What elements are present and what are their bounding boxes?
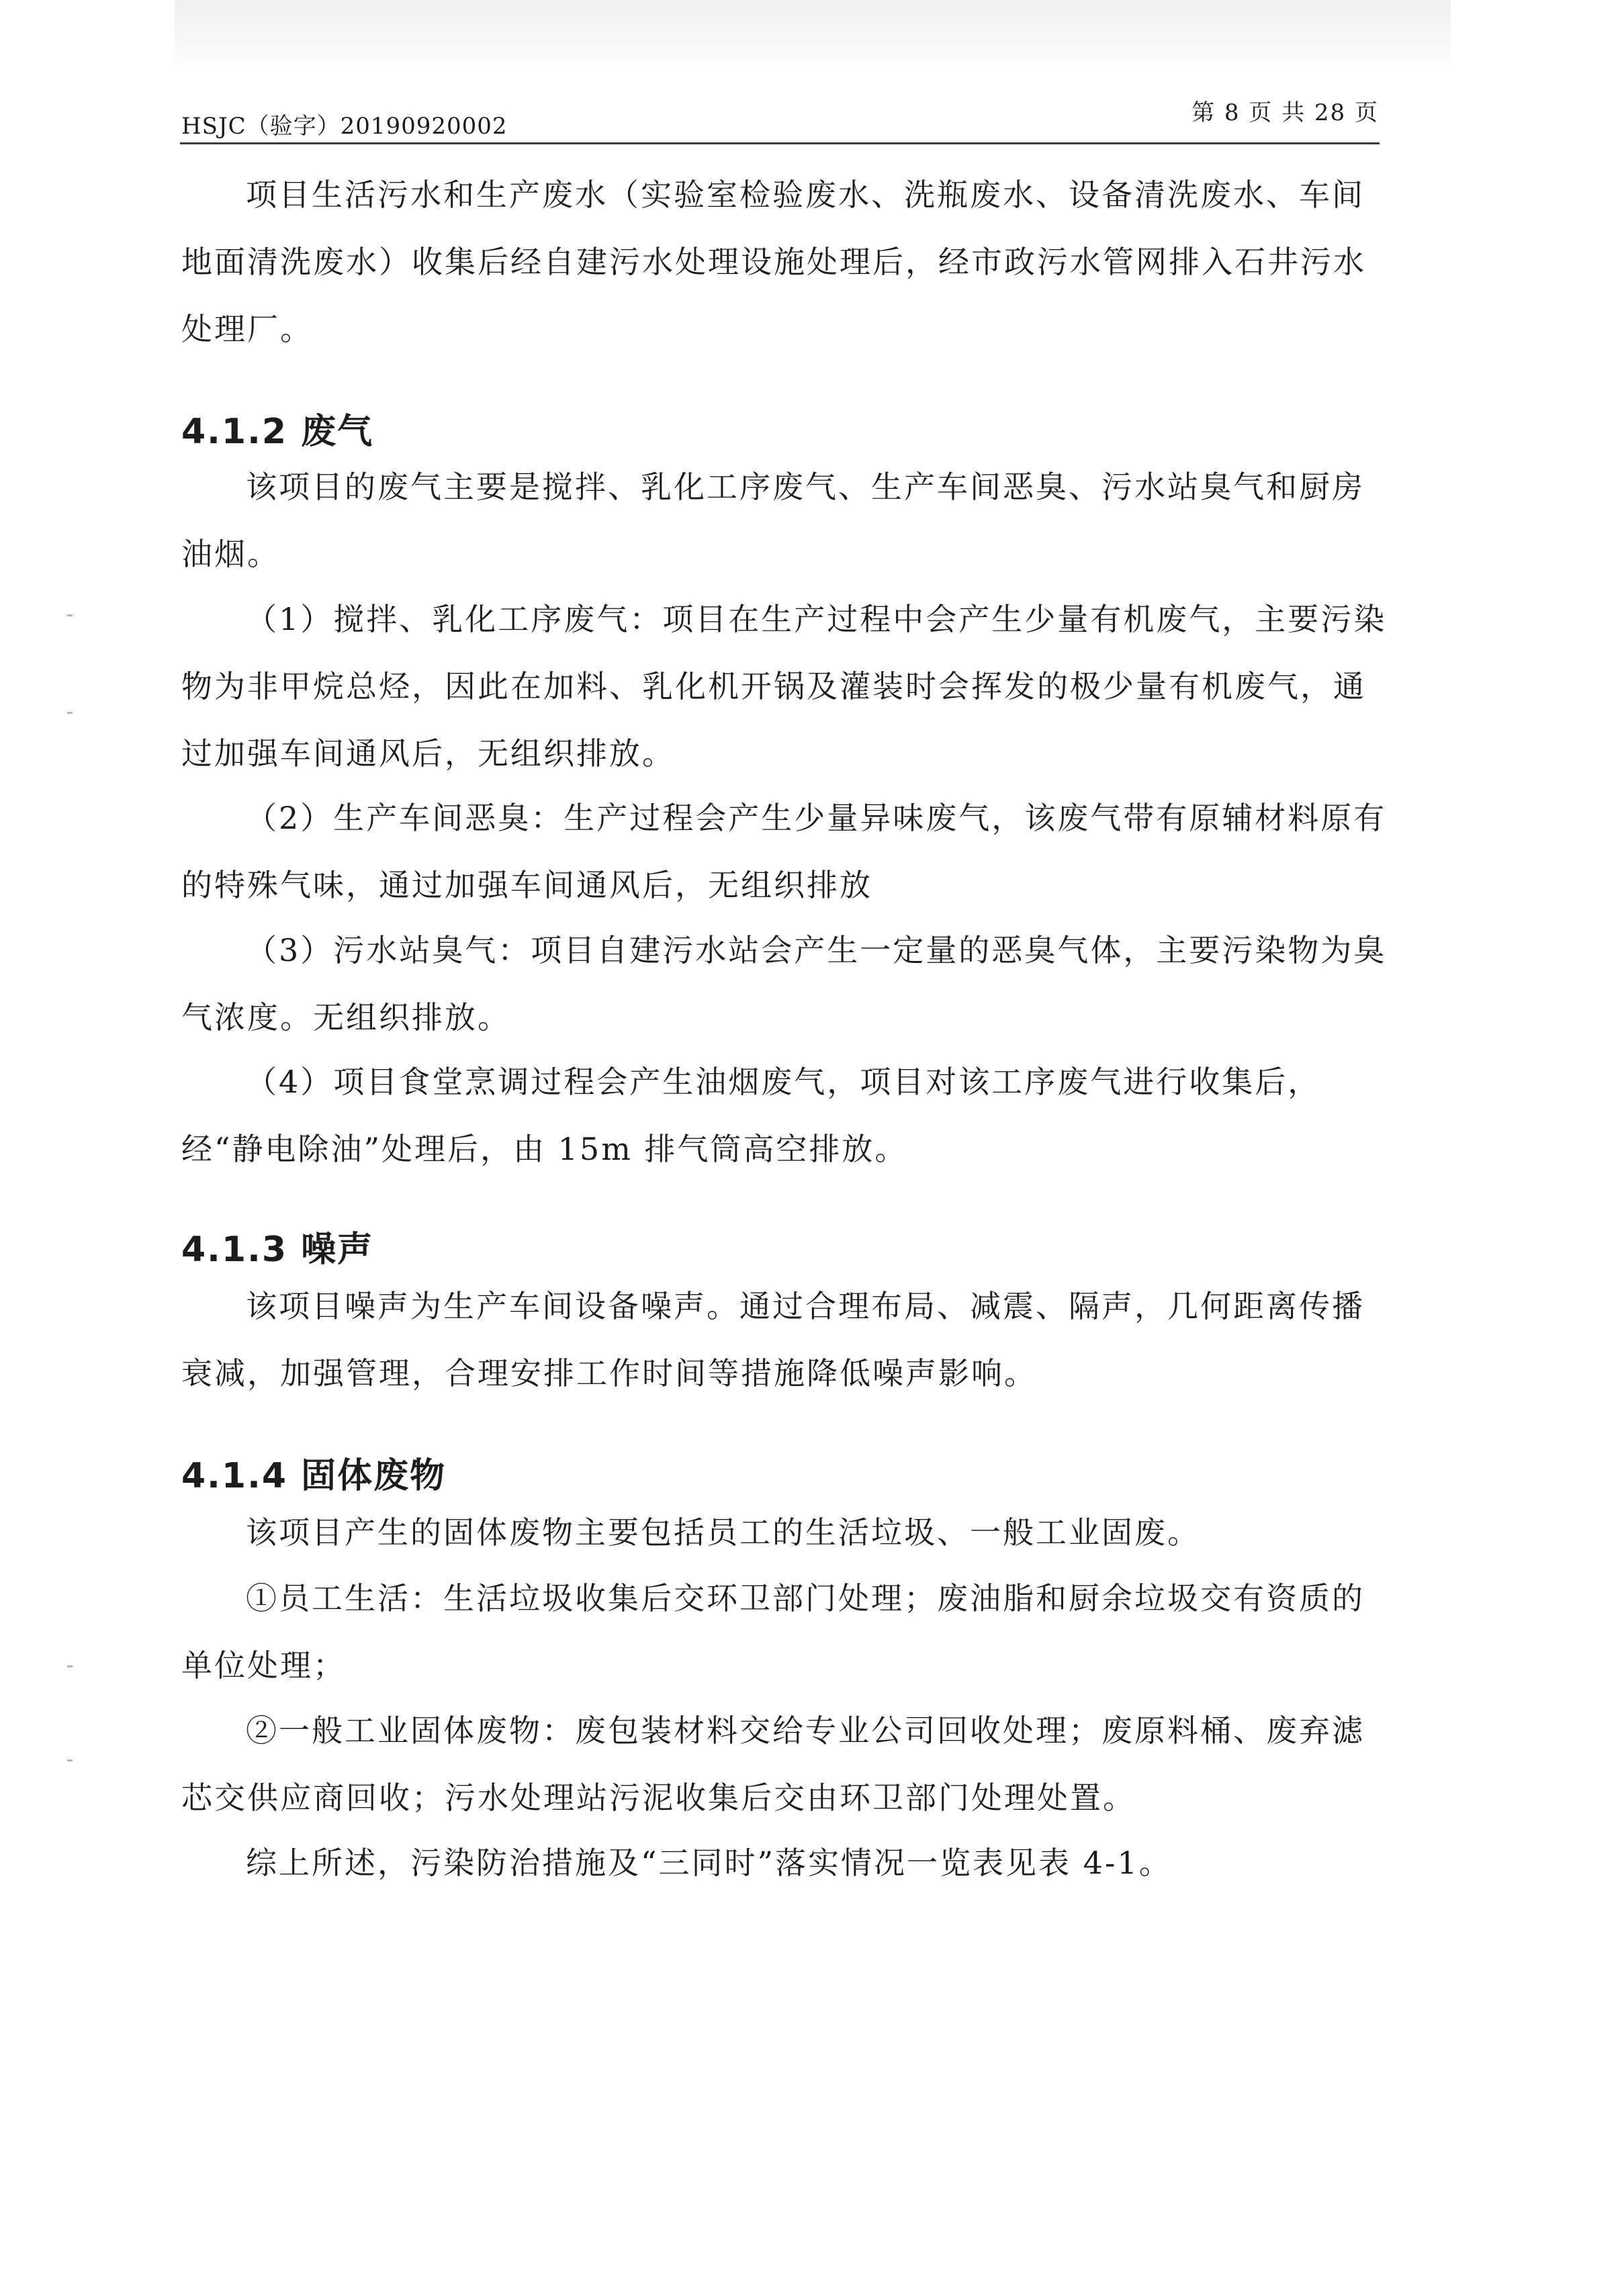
paragraph-solid-2: ②一般工业固体废物：废包装材料交给专业公司回收处理；废原料桶、废弃滤芯交供应商回收；污水处理站污泥收集后交由环卫部门处理处置。 [181, 1712, 1365, 1816]
report-code: HSJC（验字）20190920002 [181, 113, 508, 140]
paragraph-gas-2: （2）生产车间恶臭：生产过程会产生少量异味废气，该废气带有原辅材料原有的特殊气味，通过加强车间通风后，无组织排放 [181, 800, 1387, 903]
scan-artifact [175, 0, 1451, 74]
margin-mark [67, 1759, 73, 1761]
paragraph-gas-3: （3）污水站臭气：项目自建污水站会产生一定量的恶臭气体，主要污染物为臭气浓度。无组织排放。 [181, 932, 1387, 1036]
heading-gas: 4.1.2 废气 [181, 412, 374, 452]
paragraph-summary: 综上所述，污染防治措施及“三同时”落实情况一览表见表 4-1。 [246, 1845, 1172, 1881]
page-number: 第 8 页 共 28 页 [1192, 99, 1379, 126]
heading-noise: 4.1.3 噪声 [181, 1230, 374, 1270]
paragraph-gas-4: （4）项目食堂烹调过程会产生油烟废气，项目对该工序废气进行收集后，经“静电除油”处理后，由 15m 排气筒高空排放。 [181, 1064, 1321, 1167]
margin-mark [67, 1665, 73, 1667]
paragraph-solid-1: ①员工生活：生活垃圾收集后交环卫部门处理；废油脂和厨余垃圾交有资质的单位处理； [181, 1580, 1365, 1684]
paragraph-gas-intro: 该项目的废气主要是搅拌、乳化工序废气、生产车间恶臭、污水站臭气和厨房油烟。 [181, 469, 1365, 572]
paragraph-gas-1: （1）搅拌、乳化工序废气：项目在生产过程中会产生少量有机废气，主要污染物为非甲烷总烃，因此在加料、乳化机开锅及灌装时会挥发的极少量有机废气，通过加强车间通风后，无组织排放。 [181, 601, 1387, 772]
paragraph-noise: 该项目噪声为生产车间设备噪声。通过合理布局、减震、隔声，几何距离传播衰减，加强管理，合理安排工作时间等措施降低噪声影响。 [181, 1288, 1365, 1391]
paragraph-wastewater: 项目生活污水和生产废水（实验室检验废水、洗瓶废水、设备清洗废水、车间地面清洗废水）收集后经自建污水处理设施处理后，经市政污水管网排入石井污水处理厂。 [181, 177, 1366, 347]
heading-solid: 4.1.4 固体废物 [181, 1456, 447, 1496]
margin-mark [67, 712, 73, 714]
paragraph-solid-intro: 该项目产生的固体废物主要包括员工的生活垃圾、一般工业固废。 [246, 1514, 1200, 1551]
header-divider [180, 142, 1380, 144]
margin-mark [67, 614, 73, 616]
